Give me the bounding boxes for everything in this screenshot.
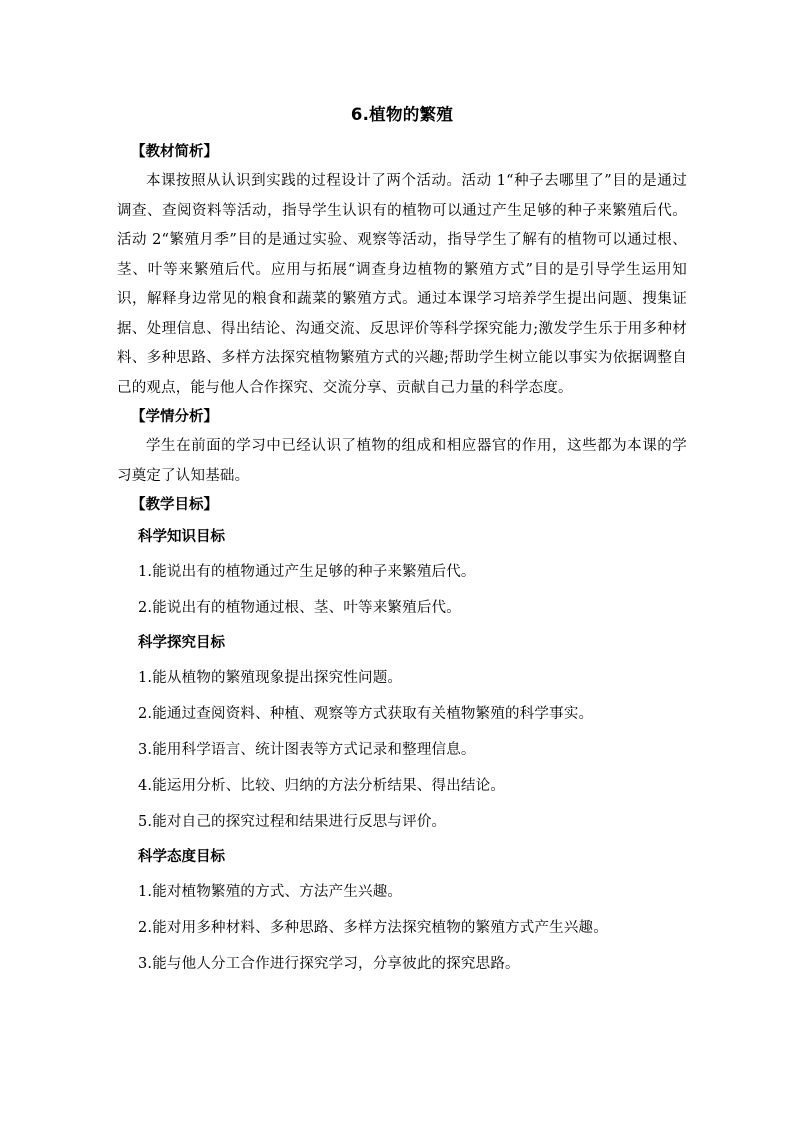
section-textbook-analysis — [117, 138, 687, 403]
attitude-goal-item: 1.能对植物繁殖的方式、方法产生兴趣。 — [138, 884, 403, 900]
section-heading-student-analysis: 【学情分析】 — [131, 409, 218, 425]
inquiry-goal-item: 5.能对自己的探究过程和结果进行反思与评价。 — [138, 814, 447, 830]
subheading-inquiry-goals: 科学探究目标 — [138, 635, 225, 651]
attitude-goal-item: 3.能与他人分工合作进行探究学习，分享彼此的探究思路。 — [138, 956, 520, 972]
knowledge-goal-item: 2.能说出有的植物通过根、茎、叶等来繁殖后代。 — [138, 600, 461, 616]
attitude-goal-item: 2.能对用多种材料、多种思路、多样方法探究植物的繁殖方式产生兴趣。 — [138, 920, 608, 936]
inquiry-goal-item: 4.能运用分析、比较、归纳的方法分析结果、得出结论。 — [138, 778, 506, 794]
document-page — [117, 104, 687, 982]
subheading-attitude-goals: 科学态度目标 — [138, 849, 225, 865]
subheading-knowledge-goals: 科学知识目标 — [138, 529, 225, 545]
inquiry-goal-item: 3.能用科学语言、统计图表等方式记录和整理信息。 — [138, 742, 476, 758]
textbook-analysis-paragraph: 本课按照从认识到实践的过程设计了两个活动。活动 1“种子去哪里了”目的是通过调查、查阅资料等活动，指导学生认识有的植物可以通过产生足够的种子来繁殖后代。活动 2“繁殖月季”目的是通过实验、观察等活动，指导学生了解有的植物可以通过根、茎、叶等来繁殖后代。应用与拓展“调查身边植物的繁殖方式”目的是引导学生运用知识，解释身边常见的粮食和蔬菜的繁殖方式。通过本课学习培养学生提出问题、搜集证据、处理信息、得出结论、沟通交流、反思评价等科学探究能力;激发学生乐于用多种材料、多种思路、多样方法探究植物繁殖方式的兴趣;帮助学生树立能以事实为依据调整自己的观点，能与他人合作探究、交流分享、贡献自己力量的科学态度。 — [117, 173, 687, 396]
document-title: 6.植物的繁殖 — [350, 105, 454, 124]
student-analysis-paragraph: 学生在前面的学习中已经认识了植物的组成和相应器官的作用，这些都为本课的学习奠定了认知基础。 — [117, 438, 687, 484]
section-student-analysis — [117, 403, 687, 491]
knowledge-goal-item: 1.能说出有的植物通过产生足够的种子来繁殖后代。 — [138, 564, 476, 580]
section-teaching-goals — [117, 491, 687, 982]
section-heading-teaching-goals: 【教学目标】 — [131, 497, 218, 513]
inquiry-goal-item: 1.能从植物的繁殖现象提出探究性问题。 — [138, 670, 403, 686]
section-heading-textbook-analysis: 【教材简析】 — [131, 144, 218, 160]
inquiry-goal-item: 2.能通过查阅资料、种植、观察等方式获取有关植物繁殖的科学事实。 — [138, 706, 594, 722]
